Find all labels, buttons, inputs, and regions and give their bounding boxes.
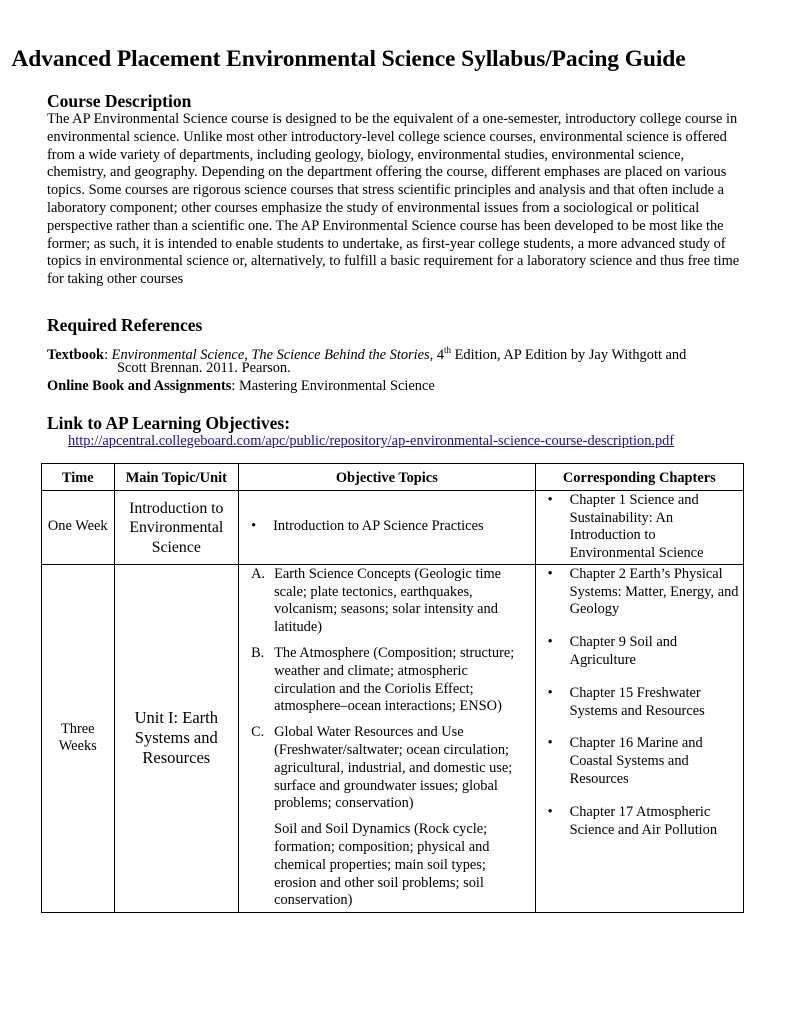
table-row: [42, 564, 744, 912]
bullet-icon: •: [251, 518, 257, 535]
textbook-title: Environmental Science, The Science Behind the Stories: [111, 346, 430, 363]
objective-cell: [239, 490, 536, 564]
objective-marker: B.: [251, 644, 265, 661]
chapter-item: [540, 492, 739, 563]
objective-cell: [239, 564, 536, 912]
header-objectives: Objective Topics: [239, 464, 536, 491]
online-book-value: Mastering Environmental Science: [238, 378, 435, 394]
bullet-icon: •: [547, 565, 553, 582]
textbook-edition-suffix: th: [444, 345, 452, 355]
textbook-details: Edition, AP Edition by Jay Withgott and: [451, 346, 687, 363]
objective-item: [243, 724, 531, 813]
objective-text: The Atmosphere (Composition; structure; weather and climate; atmospheric circulation and the Coriolis Effect; atmosphere–ocean interactions; ENSO): [274, 644, 515, 715]
textbook-label: Textbook: [47, 346, 105, 363]
online-book-label: Online Book and Assignments: [47, 378, 232, 394]
table-header-row: [42, 464, 744, 491]
online-book-line: Online Book and Assignments: Mastering Environmental Science: [47, 378, 435, 394]
course-description-heading: Course Description: [47, 91, 192, 111]
bullet-icon: •: [547, 735, 553, 752]
objective-marker: A.: [251, 565, 266, 582]
unit-cell: Introduction to Environmental Science: [114, 490, 239, 564]
chapter-text: Chapter 17 Atmospheric Science and Air Pollution: [569, 803, 718, 838]
chapter-item: [540, 804, 739, 840]
objective-item: [243, 645, 531, 716]
chapter-text: Chapter 16 Marine and Coastal Systems and Resources: [569, 735, 703, 787]
objective-text: Global Water Resources and Use (Freshwater/saltwater; ocean circulation; agricultural, industrial, and domestic use; surface and groundwater issues; global problems; conservation): [274, 724, 513, 812]
textbook-edition: , 4: [429, 346, 445, 363]
textbook-line: Textbook: Environmental Science, The Science Behind the Stories, 4th Edition, AP Edition by Jay Withgott and: [47, 345, 687, 363]
course-description-text: The AP Environmental Science course is designed to be the equivalent of a one-semester, introductory college course in environmental science. Unlike most other introductory-level college science courses, environmental science is offered from a wide variety of departments, including geology, biology, environmental studies, environmental science, chemistry, and geography. Depending on the department offering the course, different emphases are placed on various topics. Some courses are rigorous science courses that stress scientific principles and analysis and that often include a laboratory component; other courses emphasize the study of environmental issues from a sociological or political perspective rather than a scientific one. The AP Environmental Science course has been developed to be most like the former; as such, it is intended to enable students to undertake, as first-year college students, a more advanced study of topics in environmental science or, alternatively, to fulfill a basic requirement for a laboratory science and thus free time for taking other courses: [47, 111, 740, 288]
chapter-text: Chapter 1 Science and Sustainability: An Introduction to Environmental Science: [569, 491, 704, 562]
header-unit: Main Topic/Unit: [114, 464, 239, 491]
time-cell: Three Weeks: [42, 564, 115, 912]
page-title: Advanced Placement Environmental Science Syllabus/Pacing Guide: [11, 46, 686, 72]
objective-text: Soil and Soil Dynamics (Rock cycle; formation; composition; physical and chemical properties; main soil types; erosion and other soil problems; soil conservation): [274, 821, 490, 909]
bullet-icon: •: [547, 634, 553, 651]
learning-objectives-link[interactable]: http://apcentral.collegeboard.com/apc/public/repository/ap-environmental-science-course-description.pdf: [68, 433, 675, 449]
time-cell: One Week: [42, 490, 115, 564]
objective-text: Earth Science Concepts (Geologic time scale; plate tectonics, earthquakes, volcanism; seasons; solar intensity and latitude): [274, 565, 502, 636]
objective-text: Introduction to AP Science Practices: [273, 518, 484, 535]
chapter-item: [540, 735, 739, 788]
objective-marker: C.: [251, 724, 265, 741]
chapter-item: [540, 634, 739, 670]
learning-objectives-heading: Link to AP Learning Objectives:: [47, 413, 291, 433]
required-references-heading: Required References: [47, 315, 203, 335]
header-chapters: Corresponding Chapters: [535, 464, 743, 491]
table-row: [42, 490, 744, 564]
chapters-cell: [535, 564, 743, 912]
bullet-icon: •: [547, 491, 553, 508]
pacing-table: [41, 463, 744, 913]
bullet-icon: •: [547, 803, 553, 820]
chapters-cell: [535, 490, 743, 564]
chapter-text: Chapter 9 Soil and Agriculture: [569, 634, 678, 668]
bullet-icon: •: [547, 684, 553, 701]
chapter-text: Chapter 15 Freshwater Systems and Resources: [569, 684, 705, 719]
textbook-line-2: Scott Brennan. 2011. Pearson.: [117, 360, 291, 376]
chapter-text: Chapter 2 Earth’s Physical Systems: Matter, Energy, and Geology: [569, 565, 739, 618]
header-time: Time: [42, 464, 115, 491]
objective-item: [243, 518, 531, 536]
unit-cell: Unit I: Earth Systems and Resources: [114, 564, 239, 912]
chapter-item: [540, 685, 739, 721]
objective-item: [243, 566, 531, 637]
chapter-item: [540, 566, 739, 619]
